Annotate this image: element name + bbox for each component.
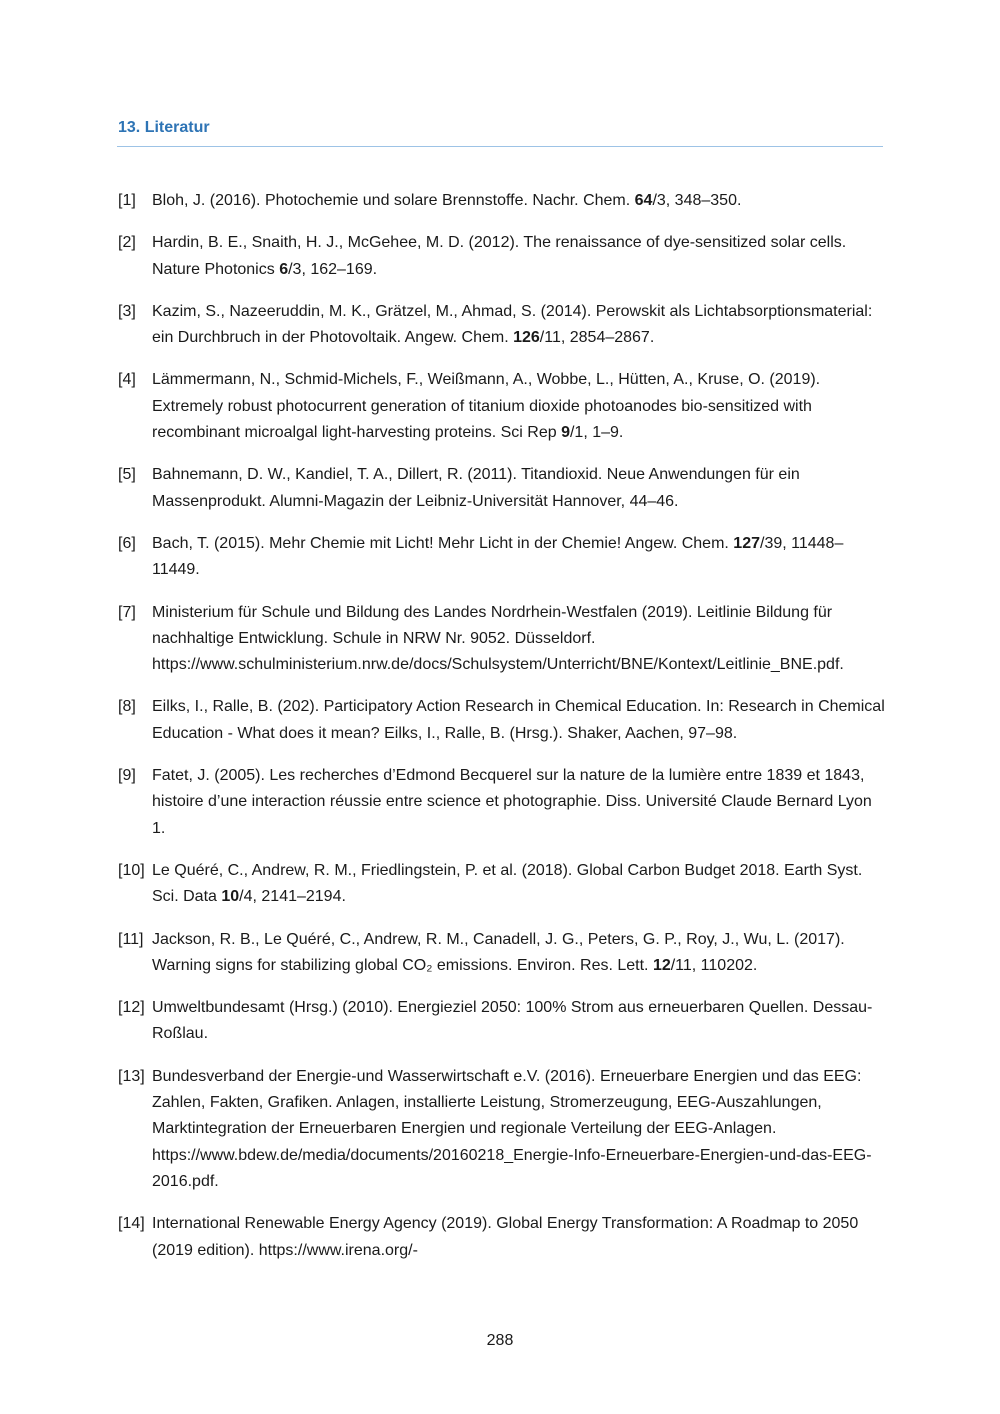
reference-number: [5]: [118, 466, 136, 484]
reference-item: [118, 188, 888, 214]
reference-number: [14]: [118, 1215, 145, 1233]
reference-number: [13]: [118, 1067, 145, 1085]
reference-text-segment: /11, 110202.: [670, 956, 758, 974]
reference-text-segment: Le Quéré, C., Andrew, R. M., Friedlingstein, P. et al. (2018). Global Carbon Budget 2018. Earth Syst. Sci. Data: [152, 861, 863, 906]
reference-number: [8]: [118, 698, 136, 716]
reference-number: [11]: [118, 930, 144, 948]
reference-item: [118, 600, 888, 679]
reference-item: [118, 531, 888, 584]
reference-text-segment: /3, 348–350.: [652, 192, 742, 209]
reference-number: [2]: [118, 234, 136, 252]
reference-item: [118, 694, 888, 747]
reference-volume: 10: [221, 888, 240, 906]
reference-text: [152, 462, 888, 515]
reference-text-segment: Bach, T. (2015). Mehr Chemie mit Licht! Mehr Licht in der Chemie! Angew. Chem.: [152, 534, 734, 552]
reference-item: [118, 367, 888, 446]
reference-number: [7]: [118, 603, 136, 621]
reference-volume: 127: [733, 534, 760, 552]
reference-text: [152, 367, 888, 446]
reference-text-segment: Ministerium für Schule und Bildung des Landes Nordrhein-Westfalen (2019). Leitlinie Bildung für nachhaltige Entwicklung. Schule in NRW Nr. 9052. Düsseldorf. https://www.schulministerium.nrw.de/docs/Schulsystem/Unterricht/BNE/Kontext/Leitlinie_BNE.pdf.: [152, 603, 844, 674]
reference-text-segment: /3, 162–169.: [288, 260, 378, 278]
reference-text-segment: Bloh, J. (2016). Photochemie und solare Brennstoffe. Nachr. Chem.: [152, 192, 635, 209]
heading-divider: [117, 146, 883, 147]
reference-text: [152, 600, 888, 679]
reference-text: [152, 763, 888, 842]
reference-text-segment: Lämmermann, N., Schmid-Michels, F., Weißmann, A., Wobbe, L., Hütten, A., Kruse, O. (2019). Extremely robust photocurrent generation of titanium dioxide photoanodes bio-sensitized with recombinant microalgal light-harvesting proteins. Sci Rep: [152, 371, 821, 442]
reference-text: [152, 531, 888, 584]
reference-text: [152, 1211, 888, 1264]
reference-volume: 12: [652, 956, 671, 974]
reference-item: [118, 462, 888, 515]
reference-number: [1]: [118, 192, 136, 209]
reference-text-segment: Bundesverband der Energie-und Wasserwirtschaft e.V. (2016). Erneuerbare Energien und das EEG: Zahlen, Fakten, Grafiken. Anlagen, installierte Leistung, Stromerzeugung, EEG-Auszahlungen, Marktintegration der Erneuerbaren Energien und regionale Verteilung der EEG-Anlagen. https://www.bdew.de/media/documents/20160218_Energie-Info-Erneuerbare-Energien-und-das-EEG-2016.pdf.: [152, 1067, 872, 1190]
reference-text: [152, 230, 888, 283]
reference-text-segment: Hardin, B. E., Snaith, H. J., McGehee, M. D. (2012). The renaissance of dye-sensitized solar cells. Nature Photonics: [152, 234, 847, 278]
reference-number: [9]: [118, 767, 136, 785]
reference-text-segment: Kazim, S., Nazeeruddin, M. K., Grätzel, M., Ahmad, S. (2014). Perowskit als Lichtabsorptionsmaterial: ein Durchbruch in der Photovoltaik. Angew. Chem.: [152, 302, 873, 347]
reference-list: [118, 188, 888, 1280]
page-number: 288: [486, 1332, 514, 1349]
reference-text-segment: /1, 1–9.: [569, 424, 624, 442]
reference-text-segment: /39, 11448–11449.: [152, 534, 844, 579]
reference-text-segment: Bahnemann, D. W., Kandiel, T. A., Dillert, R. (2011). Titandioxid. Neue Anwendungen für ein Massenprodukt. Alumni-Magazin der Leibniz-Universität Hannover, 44–46.: [152, 466, 800, 510]
reference-text: [152, 188, 888, 214]
reference-item: [118, 763, 888, 842]
reference-item: [118, 1211, 888, 1264]
reference-item: [118, 927, 888, 980]
reference-item: [118, 1064, 888, 1195]
reference-text: [152, 995, 888, 1048]
reference-text-segment: Jackson, R. B., Le Quéré, C., Andrew, R. M., Canadell, J. G., Peters, G. P., Roy, J., Wu, L. (2017). Warning signs for stabilizing global CO₂ emissions. Environ. Res. Lett.: [152, 930, 845, 974]
reference-number: [6]: [118, 534, 136, 552]
reference-volume: 64: [634, 192, 653, 209]
reference-text: [152, 858, 888, 911]
reference-text-segment: /11, 2854–2867.: [539, 329, 655, 347]
reference-text: [152, 694, 888, 747]
reference-number: [3]: [118, 302, 136, 320]
reference-item: [118, 995, 888, 1048]
reference-volume: 9: [561, 424, 570, 442]
reference-text: [152, 299, 888, 352]
reference-volume: 6: [279, 260, 289, 278]
reference-number: [10]: [118, 861, 145, 879]
section-heading: 13. Literatur: [118, 119, 210, 136]
reference-item: [118, 299, 888, 352]
reference-item: [118, 230, 888, 283]
reference-text: [152, 927, 888, 980]
reference-text-segment: Eilks, I., Ralle, B. (202). Participatory Action Research in Chemical Education. In: Research in Chemical Education - What does it mean? Eilks, I., Ralle, B. (Hrsg.). Shaker, Aachen, 97–98.: [152, 698, 885, 742]
reference-text-segment: /4, 2141–2194.: [239, 888, 346, 906]
reference-item: [118, 858, 888, 911]
reference-number: [4]: [118, 371, 136, 389]
reference-number: [12]: [118, 999, 145, 1017]
reference-text-segment: International Renewable Energy Agency (2019). Global Energy Transformation: A Roadmap to 2050 (2019 edition). https://www.irena.org/-: [152, 1215, 859, 1259]
reference-volume: 126: [513, 329, 540, 347]
reference-text-segment: Fatet, J. (2005). Les recherches d’Edmond Becquerel sur la nature de la lumière entre 1839 et 1843, histoire d’une interaction réussie entre science et photographie. Diss. Université Claude Bernard Lyon 1.: [152, 767, 872, 837]
reference-text-segment: Umweltbundesamt (Hrsg.) (2010). Energieziel 2050: 100% Strom aus erneuerbaren Quellen. Dessau-Roßlau.: [152, 999, 873, 1043]
reference-text: [152, 1064, 888, 1195]
